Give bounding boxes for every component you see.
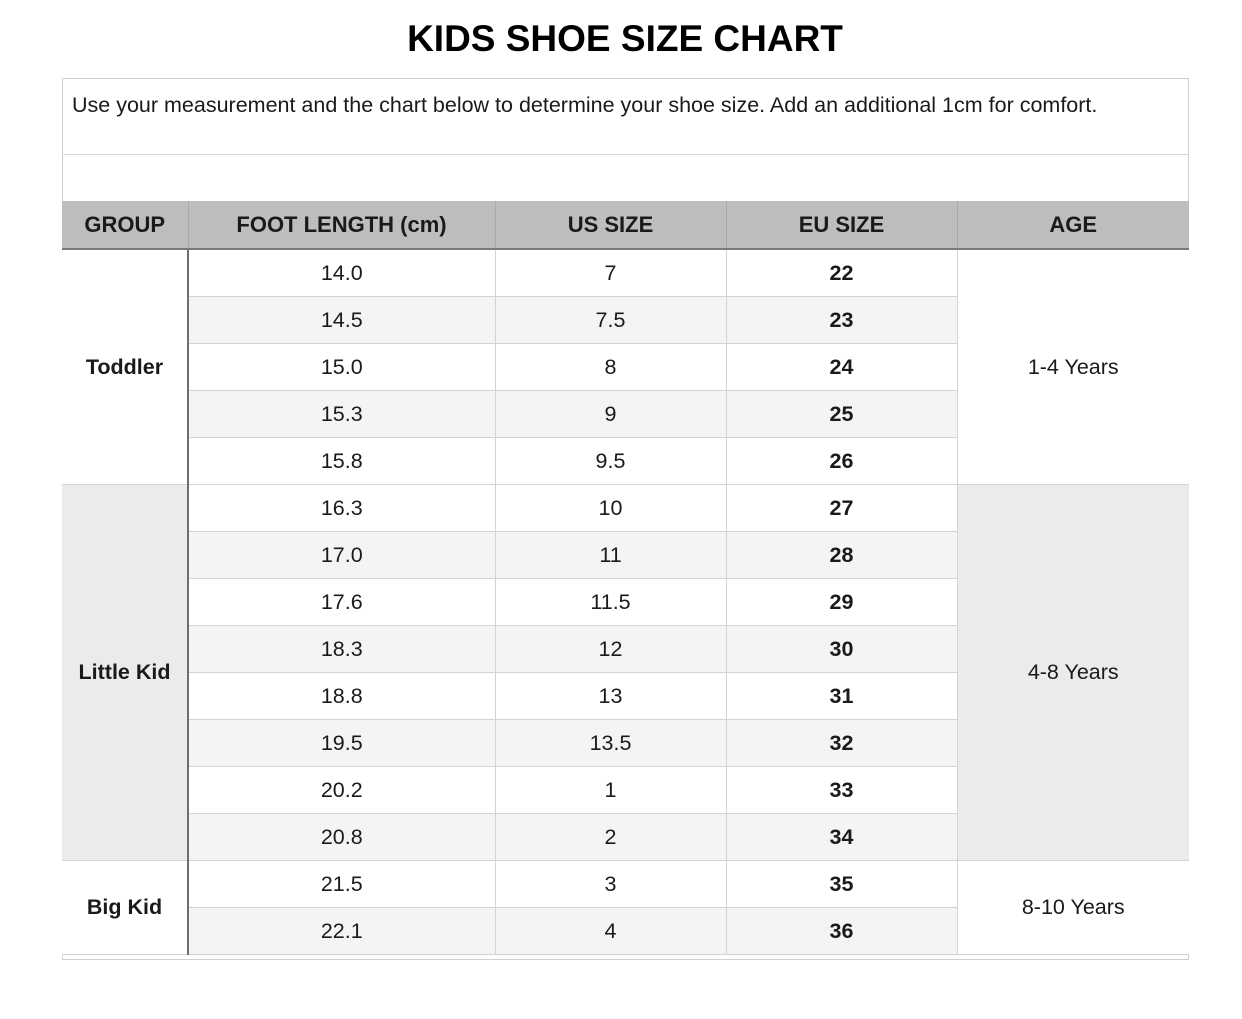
us-size-cell: 7	[495, 249, 726, 297]
eu-size-cell: 28	[726, 532, 957, 579]
us-size-cell: 8	[495, 344, 726, 391]
foot-length-cell: 15.3	[188, 391, 495, 438]
page-title: KIDS SHOE SIZE CHART	[407, 18, 843, 59]
table-row	[62, 485, 1189, 532]
foot-length-cell: 15.8	[188, 438, 495, 485]
group-cell: Big Kid	[62, 861, 188, 955]
group-cell: Little Kid	[62, 485, 188, 861]
eu-size-cell: 25	[726, 391, 957, 438]
eu-size-cell: 29	[726, 579, 957, 626]
header-eu-size: EU SIZE	[726, 201, 957, 249]
foot-length-cell: 20.2	[188, 767, 495, 814]
eu-size-cell: 26	[726, 438, 957, 485]
table-row	[62, 249, 1189, 297]
foot-length-cell: 18.8	[188, 673, 495, 720]
foot-length-cell: 21.5	[188, 861, 495, 908]
us-size-cell: 13.5	[495, 720, 726, 767]
eu-size-cell: 30	[726, 626, 957, 673]
eu-size-cell: 32	[726, 720, 957, 767]
us-size-cell: 13	[495, 673, 726, 720]
age-cell: 4-8 Years	[957, 485, 1189, 861]
age-cell: 8-10 Years	[957, 861, 1189, 955]
eu-size-cell: 34	[726, 814, 957, 861]
us-size-cell: 11.5	[495, 579, 726, 626]
eu-size-cell: 36	[726, 908, 957, 955]
group-cell: Toddler	[62, 249, 188, 485]
foot-length-cell: 19.5	[188, 720, 495, 767]
foot-length-cell: 14.0	[188, 249, 495, 297]
foot-length-cell: 14.5	[188, 297, 495, 344]
foot-length-cell: 15.0	[188, 344, 495, 391]
foot-length-cell: 17.0	[188, 532, 495, 579]
us-size-cell: 12	[495, 626, 726, 673]
us-size-cell: 1	[495, 767, 726, 814]
us-size-cell: 10	[495, 485, 726, 532]
size-table	[62, 201, 1189, 955]
header-us-size: US SIZE	[495, 201, 726, 249]
eu-size-cell: 33	[726, 767, 957, 814]
us-size-cell: 9.5	[495, 438, 726, 485]
spacer-row	[62, 155, 1189, 201]
table-header-row	[62, 201, 1189, 249]
us-size-cell: 9	[495, 391, 726, 438]
us-size-cell: 4	[495, 908, 726, 955]
us-size-cell: 2	[495, 814, 726, 861]
us-size-cell: 3	[495, 861, 726, 908]
foot-length-cell: 17.6	[188, 579, 495, 626]
eu-size-cell: 24	[726, 344, 957, 391]
table-body	[62, 249, 1189, 955]
foot-length-cell: 18.3	[188, 626, 495, 673]
foot-length-cell: 16.3	[188, 485, 495, 532]
header-group: GROUP	[62, 201, 188, 249]
age-cell: 1-4 Years	[957, 249, 1189, 485]
eu-size-cell: 35	[726, 861, 957, 908]
header-age: AGE	[957, 201, 1189, 249]
table-row	[62, 861, 1189, 908]
us-size-cell: 7.5	[495, 297, 726, 344]
eu-size-cell: 22	[726, 249, 957, 297]
eu-size-cell: 27	[726, 485, 957, 532]
intro-text: Use your measurement and the chart below to determine your shoe size. Add an additional 1cm for comfort.	[62, 79, 1189, 155]
eu-size-cell: 31	[726, 673, 957, 720]
eu-size-cell: 23	[726, 297, 957, 344]
header-foot-length: FOOT LENGTH (cm)	[188, 201, 495, 249]
foot-length-cell: 22.1	[188, 908, 495, 955]
us-size-cell: 11	[495, 532, 726, 579]
foot-length-cell: 20.8	[188, 814, 495, 861]
